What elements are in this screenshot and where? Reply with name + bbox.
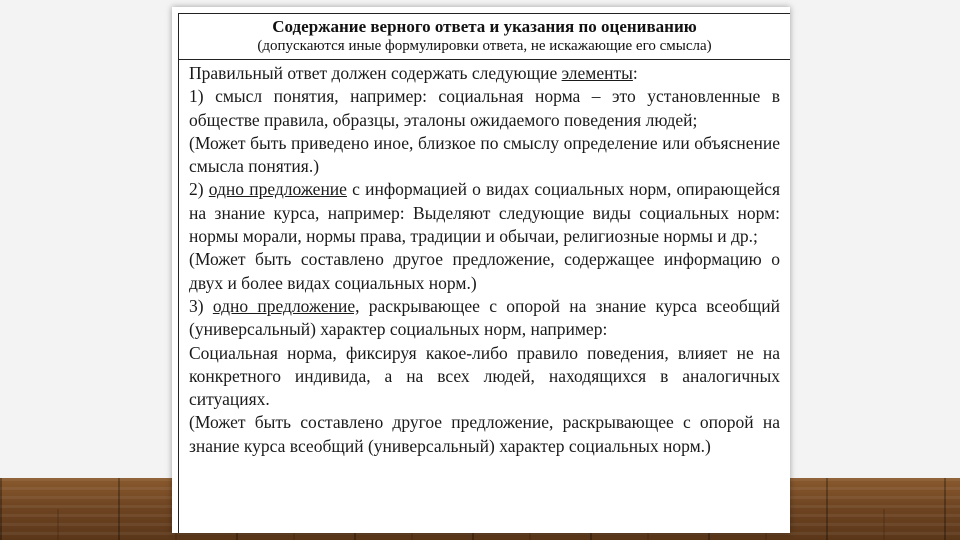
item-1-note: (Может быть приведено иное, близкое по смыслу определение или объяснение смысла понятия.) bbox=[189, 132, 780, 177]
item-3-number: 3) bbox=[189, 295, 213, 316]
item-3 bbox=[189, 295, 780, 342]
item-3-example: Социальная норма, фиксируя какое-либо правило поведения, влияет не на конкретного индивида, а на всех людей, находящихся в аналогичных ситуациях. bbox=[189, 342, 780, 410]
item-3-underlined: одно предложение, bbox=[212, 295, 360, 316]
document-page bbox=[172, 7, 790, 533]
item-1: 1) смысл понятия, например: социальная норма – это установленные в обществе правила, образцы, эталоны ожидаемого поведения людей; bbox=[189, 86, 780, 130]
intro-suffix: : bbox=[632, 63, 638, 83]
item-2-text: с информацией о видах социальных норм, опирающейся на знание курса, например: Выделяют следующие виды социальных норм: нормы морали, нормы права, традиции и обычаи, религиозные нормы и др.; bbox=[189, 179, 780, 247]
item-2 bbox=[189, 178, 780, 248]
intro-text: Правильный ответ должен содержать следующие bbox=[189, 63, 562, 83]
answer-content bbox=[179, 60, 790, 458]
item-2-underlined: одно предложение bbox=[208, 179, 347, 200]
document-title: Содержание верного ответа и указания по оцениванию bbox=[272, 17, 697, 36]
table-header bbox=[179, 14, 790, 60]
intro-line bbox=[189, 62, 780, 85]
answer-table bbox=[178, 13, 790, 533]
item-3-text: раскрывающее с опорой на знание курса всеобщий (универсальный) характер социальных норм, например: bbox=[189, 295, 781, 340]
document-subtitle: (допускаются иные формулировки ответа, не искажающие его смысла) bbox=[257, 38, 712, 54]
item-2-number: 2) bbox=[189, 179, 209, 200]
item-3-note: (Может быть составлено другое предложение, раскрывающее с опорой на знание курса всеобщий (универсальный) характер социальных норм.) bbox=[189, 412, 780, 456]
intro-underlined: элементы bbox=[561, 63, 633, 83]
item-2-note: (Может быть составлено другое предложение, содержащее информацию о двух и более видах социальных норм.) bbox=[189, 249, 780, 293]
